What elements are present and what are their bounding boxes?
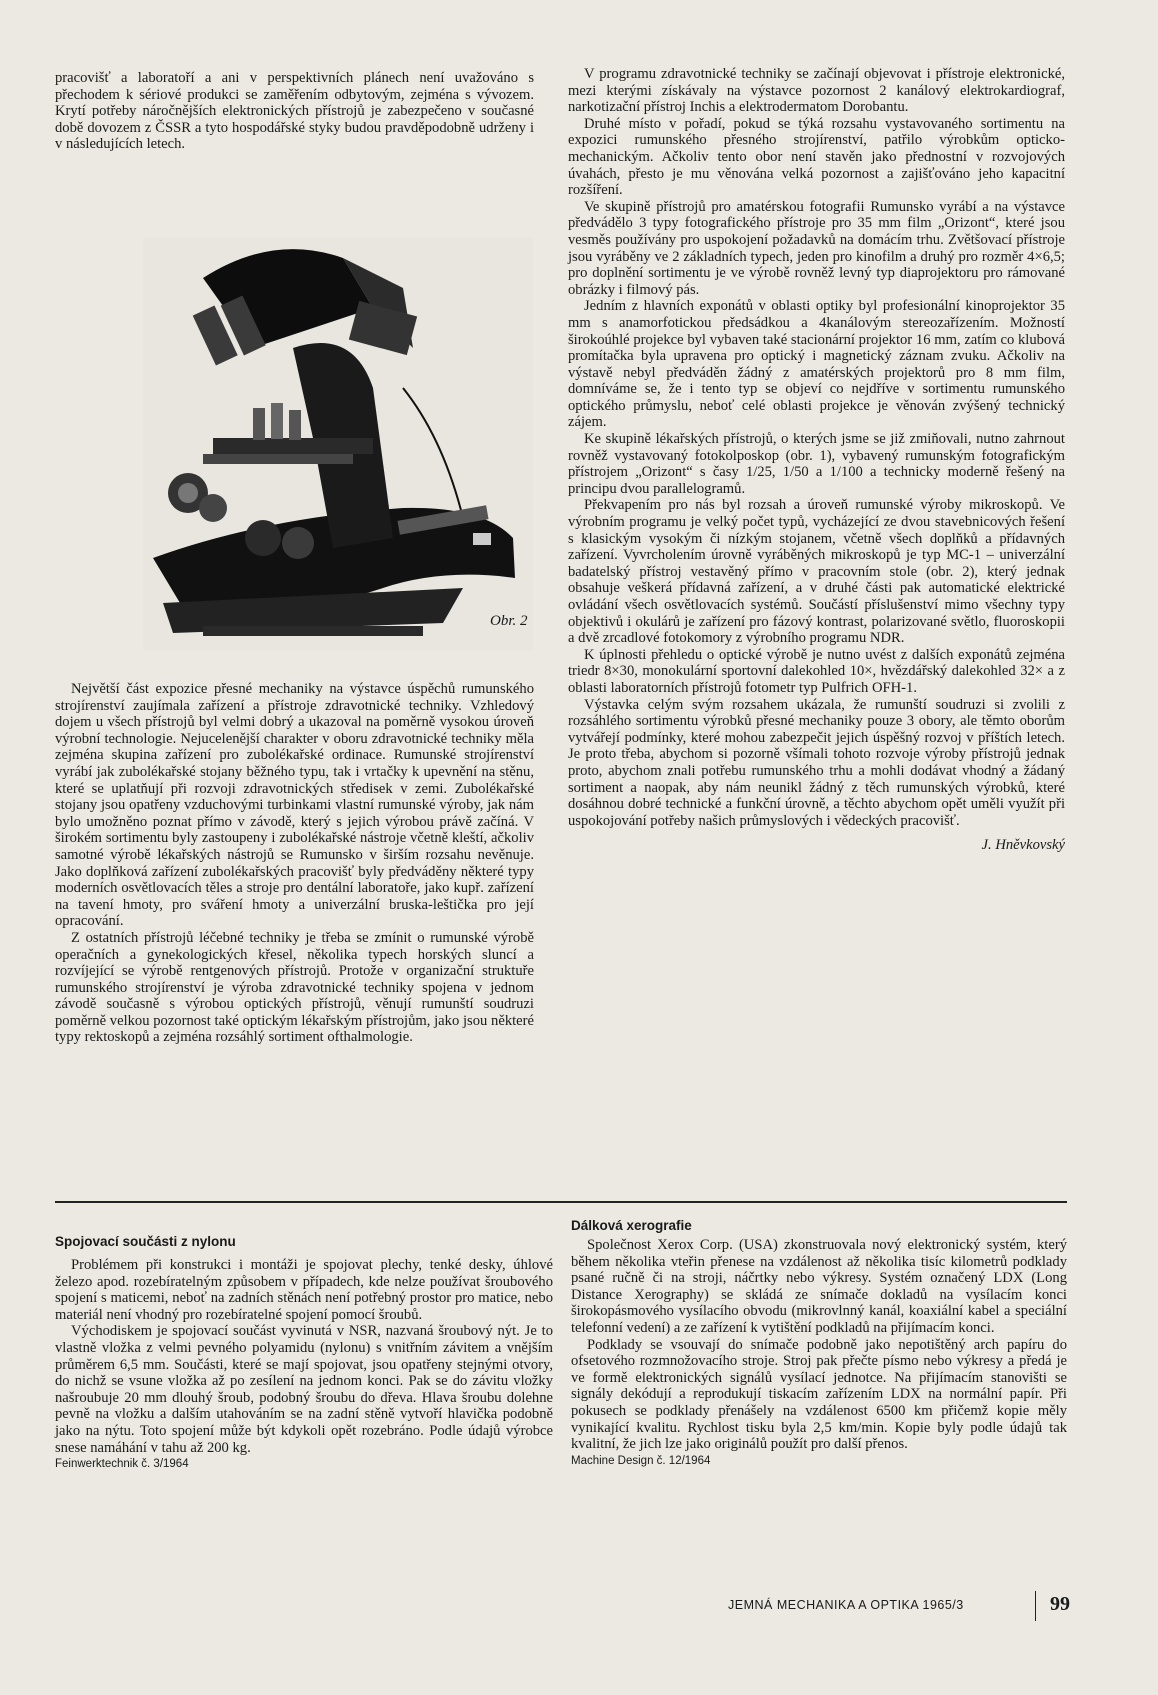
paragraph: Výstavka celým svým rozsahem ukázala, že rumunští soudruzi si zvolili z rozsáhlého sortimentu výrobků přesné mechaniky pouze 3 obory, ale těmto oborům vytvářejí podmínky, které mohou zabezpečit jejich úspěšný rozvoj v příštích letech. Je proto třeba, abychom si pozorně všímali tohoto rozvoje výroby přístrojů jednak proto, abychom znali potřebu rumunského trhu a mohli dodávat vhodný a žádaný sortiment a naopak, aby nám neunikl žádný z těch rumunských výrobků, které dosáhnou dobré technické a funkční úrovně, a těchto abychom opět uměli využít při uspokojování potřeby našich průmyslových i vědeckých pracovišť.	[568, 696, 1065, 829]
author-signature: J. Hněvkovský	[981, 837, 1065, 854]
paragraph: Problémem při konstrukci i montáži je spojovat plechy, tenké desky, úhlové železo apod. rozebíratelným způsobem v případech, kde nelze používat šroubového spojení s maticemi, neboť na zadních stěnách není potřebný prostor pro matice, nebo materiál není vhodný pro rozebíratelné spojení pomocí šroubů.	[55, 1257, 553, 1323]
section-divider	[55, 1201, 1067, 1203]
left-column-top	[55, 70, 534, 153]
left-column-bottom	[55, 1257, 553, 1473]
paragraph: Překvapením pro nás byl rozsah a úroveň rumunské výroby mikroskopů. Ve výrobním programu je velký počet typů, vycházející ze dvou stavebnicových řešení s klasickým vysokým či nízkým stojanem, včetně všech doplňků a přídavných zařízení. Vyvrcholením úrovně vyráběných mikroskopů je typ MC-1 – univerzální badatelský přístroj vestavěný přímo v pracovním stole (obr. 2), který jednak obsahuje veškerá přídavná zařízení, a v druhé části pak automatické elektrické ovládání všech osvětlovacích systémů. Součástí příslušenství mimo všechny typy objektivů i okulárů je zařízení pro fázový kontrast, polarizované světlo, fluoroskopii a dvě zrcadlové fotokomory z výrobního programu NDR.	[568, 497, 1065, 647]
source-citation: Feinwerktechnik č. 3/1964	[55, 1458, 189, 1471]
source-citation: Machine Design č. 12/1964	[571, 1454, 711, 1467]
paragraph: Ke skupině lékařských přístrojů, o kterých jsme se již zmiňovali, nutno zahrnout rovněž vystavovaný fotokolposkop (obr. 1), vybavený rumunským fotografickým přístrojem „Orizont“ s časy 1/25, 1/50 a 1/100 a technicky moderně řešený na principu dvou parallelogramů.	[568, 431, 1065, 497]
paragraph: pracovišť a laboratoří a ani v perspektivních plánech není uvažováno s přechodem k sériové produkci se zaměřením odbytovým, zejména s vývozem. Krytí potřeby náročnějších elektronických přístrojů je zabezpečeno v současné době dovozem z ČSSR a tyto hospodářské styky budou pravděpodobně udrženy i v následujících letech.	[55, 70, 534, 153]
paragraph: Podklady se vsouvají do snímače podobně jako nepotištěný arch papíru do ofsetového rozmnožovacího stroje. Stroj pak přečte písmo nebo výkresy a předá je ve formě elektronických signálů vysílací jednotce. Na přijímacím stanovišti se signály dekódují a reprodukují tiskacím zařízením LDX na normální papír. Při pokusech se podklady přenášely na vzdálenost 6500 km přičemž kopie měly vynikající kvalitu. Rychlost tisku byla 2,5 km/min. Kopie byly podle údajů tak kvalitní, že jich lze jako originálů použít pro další přenos.	[571, 1336, 1067, 1453]
left-column-middle	[55, 681, 534, 1046]
paragraph: Ve skupině přístrojů pro amatérskou fotografii Rumunsko vyrábí a na výstavce předvádělo 3 typy fotografického přístroje pro 35 mm film „Orizont“, které jsou vesměs používány pro uspokojení požadavků na domácím trhu. Zvětšovací přístroje jsou vyráběny ve 2 základních typech, jeden pro kinofilm a druhý pro rozměr 4×6,5; pro doplnění sortimentu je ve výrobě rovněž levný typ diaprojektoru pro rámované obrázky i filmový pás.	[568, 198, 1065, 298]
figure-label: Obr. 2	[490, 613, 528, 629]
paragraph: Společnost Xerox Corp. (USA) zkonstruovala nový elektronický systém, který během několika vteřin přenese na vzdálenost až několika tisíc kilometrů podklady psané ručně či na stroji, náčrtky nebo výkresy. Systém označený LDX (Long Distance Xerography) se skládá ze snímače dokladů na vysílacím konci širokopásmového vysílacího obvodu (mikrovlnný kanál, koaxiální kabel a speciální telefonní vedení) a ze zařízení k vytištění podkladů na přijímacím konci.	[571, 1237, 1067, 1336]
paragraph: Jedním z hlavních exponátů v oblasti optiky byl profesionální kinoprojektor 35 mm s anamorfotickou předsádkou a 4kanálovým stereozařízením. Možností širokoúhlé projekce byl vybaven také stacionární projektor 16 mm, zatím co klubová promítačka byla upravena pro optický i magnetický záznam zvuku. Ačkoliv na výstavě nebyl předváděn žádný z amatérských projektorů pro 8 mm film, domníváme se, že i tento typ se objeví co nejdříve v sortimentu rumunského optického průmyslu, neboť celé oblasti projekce je věnován zvýšený technický zájem.	[568, 298, 1065, 431]
paragraph: Největší část expozice přesné mechaniky na výstavce úspěchů rumunského strojírenství zaujímala zařízení a přístroje zdravotnické techniky. Vzhledový dojem u všech přístrojů byl velmi dobrý a ukazoval na poměrně vysokou úroveň výrobní technologie. Nejucelenější charakter v oboru zdravotnické techniky měla zejména skupina zařízení pro zubolékařské ordinace. Rumunské strojírenství vyrábí jak zubolékařské stojany běžného typu, tak i vrtačky k upevnění na stěnu, které se uplatňují při rozvoji zdravotnických středisek v zemi. Zubolékařské stojany jsou opatřeny vzduchovými turbinkami vlastní rumunské výroby, jak nám bylo umožněno poznat přímo v závodě, který s jejich výrobou právě začíná. V širokém sortimentu byly zastoupeny i zubolékařské nástroje včetně kleští, ačkoliv samotné výrobě lékařských nástrojů se Rumunsko v širším rozsahu nevěnuje. Jako doplňková zařízení zubolékařských pracovišť byly předváděny některé typy moderních osvětlovacích těles a stroje pro dentální laboratoře, jako kupř. zařízení na tavení hmoty, pro sváření hmoty a univerzální bruska-leštička pro její opracování.	[55, 681, 534, 930]
paragraph: Druhé místo v pořadí, pokud se týká rozsahu vystavovaného sortimentu na expozici rumunského přesného strojírenství, patřilo výrobkům opticko-mechanickým. Ačkoliv tento obor není stavěn jako přednostní v rozvojových úvahách, přesto je mu věnována velká pozornost a zajišťováno jeho kapacitní rozšíření.	[568, 115, 1065, 199]
paragraph: V programu zdravotnické techniky se začínají objevovat i přístroje elektronické, mezi kterými získávaly na výstavce pozornost 2 kanálový elektrokardiograf, narkotizační přístroj Inchis a elektrodermatom Dorobantu.	[568, 66, 1065, 116]
page-number: 99	[1050, 1593, 1070, 1615]
article-title: Spojovací součásti z nylonu	[55, 1234, 236, 1249]
paragraph: K úplnosti přehledu o optické výrobě je nutno uvést z dalších exponátů zejména triedr 8×30, monokulární sportovní dalekohled 10×, hvězdářský dalekohled 32× a z oblasti laboratorních přístrojů fotometr typ Pulfrich OFH-1.	[568, 646, 1065, 696]
paragraph: Z ostatních přístrojů léčebné techniky je třeba se zmínit o rumunské výrobě operačních a gynekologických křesel, několika typech horských sluncí a rozvíjející se výrobě rentgenových přístrojů. Protože v organizační struktuře rumunského strojírenství je výroba zdravotnické techniky spojena v jednom závodě současně s výrobou optických přístrojů, věnují rumunští soudruzi poměrně velkou pozornost také optickým lékařským přístrojům, jako jsou některé typy rektoskopů a zejména rozsáhlý sortiment ofthalmologie.	[55, 929, 534, 1046]
article-title: Dálková xerografie	[571, 1218, 692, 1233]
paragraph: Východiskem je spojovací součást vyvinutá v NSR, nazvaná šroubový nýt. Je to vlastně vložka z velmi pevného polyamidu (nylonu) s vnitřním závitem a vnějším průměrem 6,5 mm. Součásti, které se mají spojovat, jsou opatřeny stejnými otvory, do nichž se vsune vložka až po zesílení na jednom konci. Pak se do závitu vložky našroubuje 20 mm dlouhý šroub, podobný šroubu do dřeva. Hlava šroubu dolehne pevně na vložku a dalším utahováním se na zadní stěně vytvoří hlavička podobně jako na nýtu. Toto spojení může být kdykoli opět rozebráno. Podle údajů výrobce snese namáhání v tahu až 200 kg.	[55, 1323, 553, 1456]
microscope-photo	[143, 238, 533, 650]
footer-separator	[1035, 1591, 1036, 1621]
journal-footer: JEMNÁ MECHANIKA A OPTIKA 1965/3	[728, 1598, 964, 1612]
right-column-bottom	[571, 1237, 1067, 1469]
right-column-top	[568, 66, 1065, 854]
